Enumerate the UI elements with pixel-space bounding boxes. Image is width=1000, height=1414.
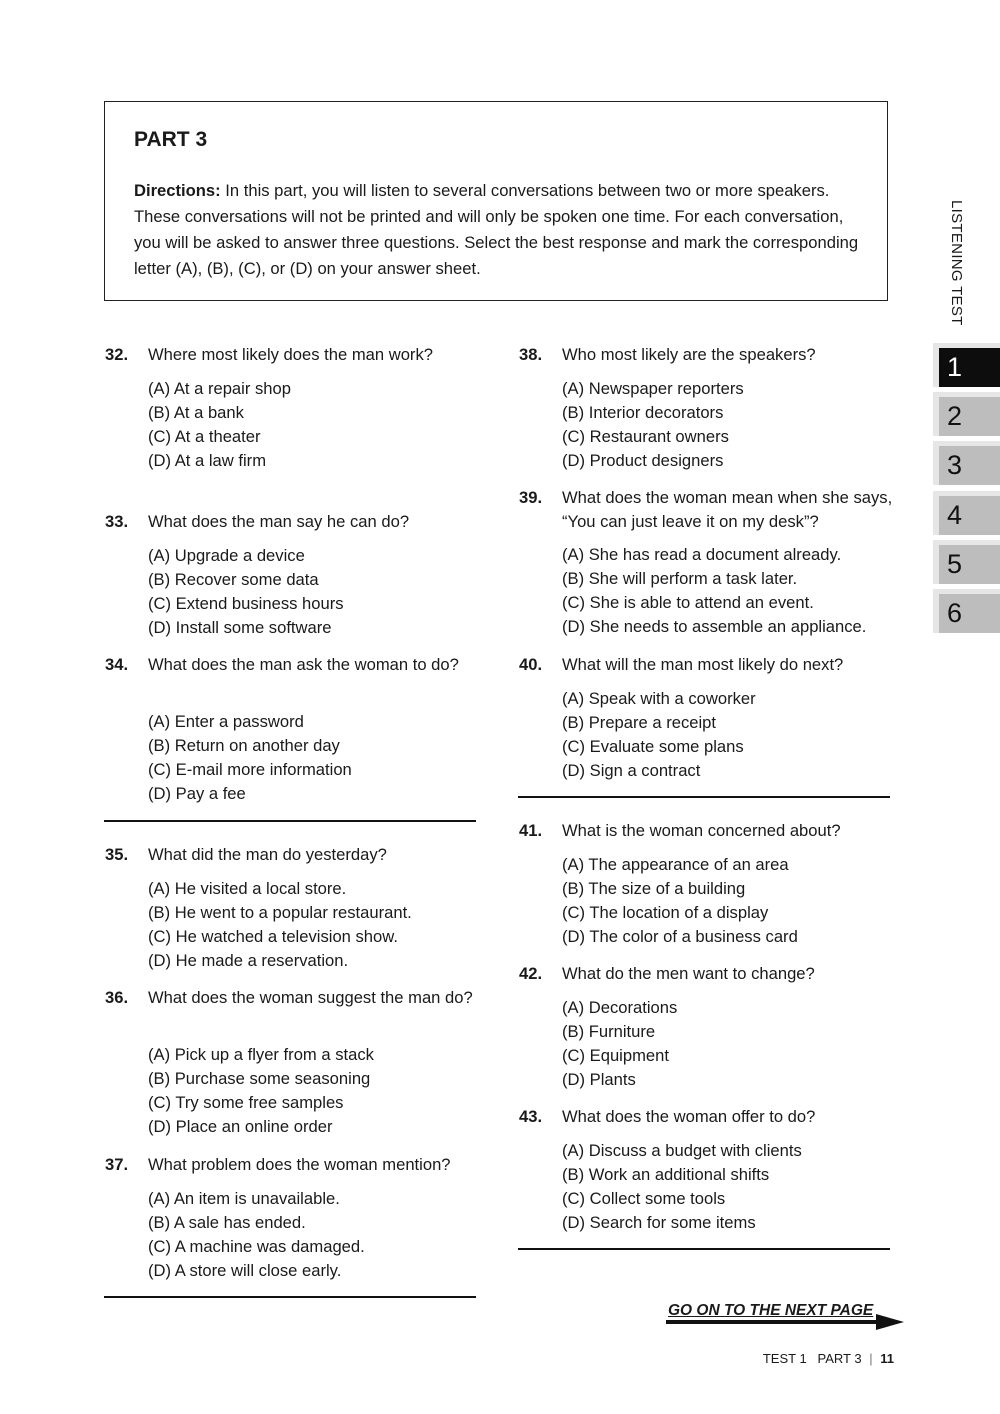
question-stem: What will the man most likely do next? (562, 655, 844, 674)
tab-number: 1 (947, 352, 963, 382)
answer-option-b: (B) Prepare a receipt (562, 713, 717, 732)
answer-option-b: (B) Recover some data (148, 570, 319, 589)
answer-options (148, 1187, 365, 1283)
footer-test: TEST 1 (762, 1351, 807, 1366)
question-stem: What does the woman offer to do? (562, 1107, 816, 1126)
answer-option-d: (D) Install some software (148, 618, 332, 637)
answer-option-c: (C) At a theater (148, 427, 261, 446)
answer-option-c: (C) The location of a display (562, 903, 769, 922)
answer-options (148, 1043, 374, 1139)
arrow-right-icon (666, 1314, 906, 1334)
answer-options (562, 1139, 802, 1235)
question-stem: Who most likely are the speakers? (562, 345, 816, 364)
answer-option-c: (C) He watched a television show. (148, 927, 398, 946)
answer-option-d: (D) Place an online order (148, 1117, 333, 1136)
section-divider (104, 1296, 476, 1298)
answer-option-a: (A) Pick up a flyer from a stack (148, 1045, 374, 1064)
section-divider (518, 796, 890, 798)
answer-options (148, 710, 352, 806)
answer-option-c: (C) E-mail more information (148, 760, 352, 779)
answer-option-a: (A) Newspaper reporters (562, 379, 744, 398)
answer-options (148, 877, 412, 973)
question-number: 41. (519, 821, 543, 840)
question-stem: What does the woman mean when she says, “You can just leave it on my desk”? (562, 488, 893, 531)
question-number: 42. (519, 964, 543, 983)
answer-option-b: (B) He went to a popular restaurant. (148, 903, 412, 922)
answer-option-a: (A) At a repair shop (148, 379, 291, 398)
tab-number: 4 (947, 500, 963, 530)
answer-option-a: (A) Enter a password (148, 712, 304, 731)
question-number: 32. (105, 345, 129, 364)
test-tab-1[interactable] (933, 343, 1000, 387)
answer-options (562, 853, 798, 949)
answer-options (148, 544, 344, 640)
answer-option-c: (C) Collect some tools (562, 1189, 726, 1208)
answer-option-a: (A) She has read a document already. (562, 545, 842, 564)
test-tab-5[interactable] (933, 540, 1000, 584)
answer-option-d: (D) A store will close early. (148, 1261, 342, 1280)
answer-option-a: (A) The appearance of an area (562, 855, 789, 874)
answer-option-b: (B) The size of a building (562, 879, 746, 898)
test-tab-3[interactable] (933, 441, 1000, 485)
directions-text (134, 178, 864, 282)
page-number: 11 (880, 1351, 894, 1366)
side-label-text: LISTENING TEST (948, 200, 965, 326)
question-number: 43. (519, 1107, 543, 1126)
answer-options (562, 687, 756, 783)
question-number: 37. (105, 1155, 129, 1174)
question-number: 34. (105, 655, 129, 674)
directions-label: Directions: (134, 181, 221, 200)
question-number: 40. (519, 655, 543, 674)
answer-options (562, 377, 744, 473)
answer-option-b: (B) Interior decorators (562, 403, 724, 422)
directions-body: In this part, you will listen to several conversations between two or more speakers. These conversations will not be printed and will only be spoken one time. For each conversation, you will be asked to answer three questions. Select the best response and mark the corresponding letter (A), (B), (C), or (D) on your answer sheet. (134, 181, 859, 278)
question-stem: What problem does the woman mention? (148, 1155, 451, 1174)
answer-option-d: (D) At a law firm (148, 451, 267, 470)
answer-options (562, 996, 677, 1092)
footer-separator: | (869, 1351, 873, 1366)
answer-options (148, 377, 291, 473)
section-divider (518, 1248, 890, 1250)
answer-option-b: (B) A sale has ended. (148, 1213, 306, 1232)
section-divider (104, 820, 476, 822)
answer-option-d: (D) Search for some items (562, 1213, 756, 1232)
answer-option-d: (D) Product designers (562, 451, 724, 470)
answer-option-c: (C) Restaurant owners (562, 427, 729, 446)
answer-option-b: (B) Purchase some seasoning (148, 1069, 371, 1088)
tab-number: 6 (947, 598, 963, 628)
question-number: 38. (519, 345, 543, 364)
question-stem: What does the man ask the woman to do? (148, 655, 459, 674)
part-title: PART 3 (134, 128, 208, 151)
directions-box (104, 101, 888, 301)
answer-option-c: (C) She is able to attend an event. (562, 593, 814, 612)
answer-option-c: (C) Equipment (562, 1046, 669, 1065)
answer-option-a: (A) An item is unavailable. (148, 1189, 340, 1208)
tab-number: 3 (947, 450, 963, 480)
answer-option-b: (B) Work an additional shifts (562, 1165, 770, 1184)
answer-option-a: (A) Upgrade a device (148, 546, 305, 565)
test-tab-4[interactable] (933, 491, 1000, 535)
page-footer (763, 1351, 894, 1366)
question-number: 39. (519, 488, 543, 507)
question-stem: What did the man do yesterday? (148, 845, 387, 864)
question-stem: Where most likely does the man work? (148, 345, 433, 364)
answer-option-d: (D) She needs to assemble an appliance. (562, 617, 867, 636)
listening-test-label (945, 200, 967, 340)
question-stem: What does the woman suggest the man do? (148, 988, 473, 1007)
answer-option-a: (A) Decorations (562, 998, 678, 1017)
answer-option-c: (C) Extend business hours (148, 594, 344, 613)
tab-number: 2 (947, 401, 963, 431)
question-stem: What does the man say he can do? (148, 512, 410, 531)
answer-option-d: (D) The color of a business card (562, 927, 798, 946)
answer-option-b: (B) At a bank (148, 403, 244, 422)
answer-option-c: (C) Evaluate some plans (562, 737, 744, 756)
answer-option-a: (A) Speak with a coworker (562, 689, 756, 708)
question-number: 35. (105, 845, 129, 864)
answer-option-d: (D) Sign a contract (562, 761, 701, 780)
answer-option-a: (A) He visited a local store. (148, 879, 347, 898)
answer-option-b: (B) Furniture (562, 1022, 656, 1041)
question-stem: What do the men want to change? (562, 964, 815, 983)
question-stem: What is the woman concerned about? (562, 821, 841, 840)
question-number: 36. (105, 988, 129, 1007)
answer-options (562, 543, 866, 639)
tab-number: 5 (947, 549, 963, 579)
test-tab-2[interactable] (933, 392, 1000, 436)
question-number: 33. (105, 512, 129, 531)
answer-option-d: (D) He made a reservation. (148, 951, 349, 970)
answer-option-b: (B) Return on another day (148, 736, 340, 755)
answer-option-d: (D) Plants (562, 1070, 636, 1089)
answer-option-d: (D) Pay a fee (148, 784, 246, 803)
answer-option-c: (C) Try some free samples (148, 1093, 344, 1112)
next-page-text: GO ON TO THE NEXT PAGE (668, 1302, 874, 1319)
answer-option-c: (C) A machine was damaged. (148, 1237, 365, 1256)
footer-part: PART 3 (817, 1351, 862, 1366)
answer-option-b: (B) She will perform a task later. (562, 569, 798, 588)
next-page-indicator (666, 1302, 906, 1334)
answer-option-a: (A) Discuss a budget with clients (562, 1141, 802, 1160)
test-tab-6[interactable] (933, 589, 1000, 633)
